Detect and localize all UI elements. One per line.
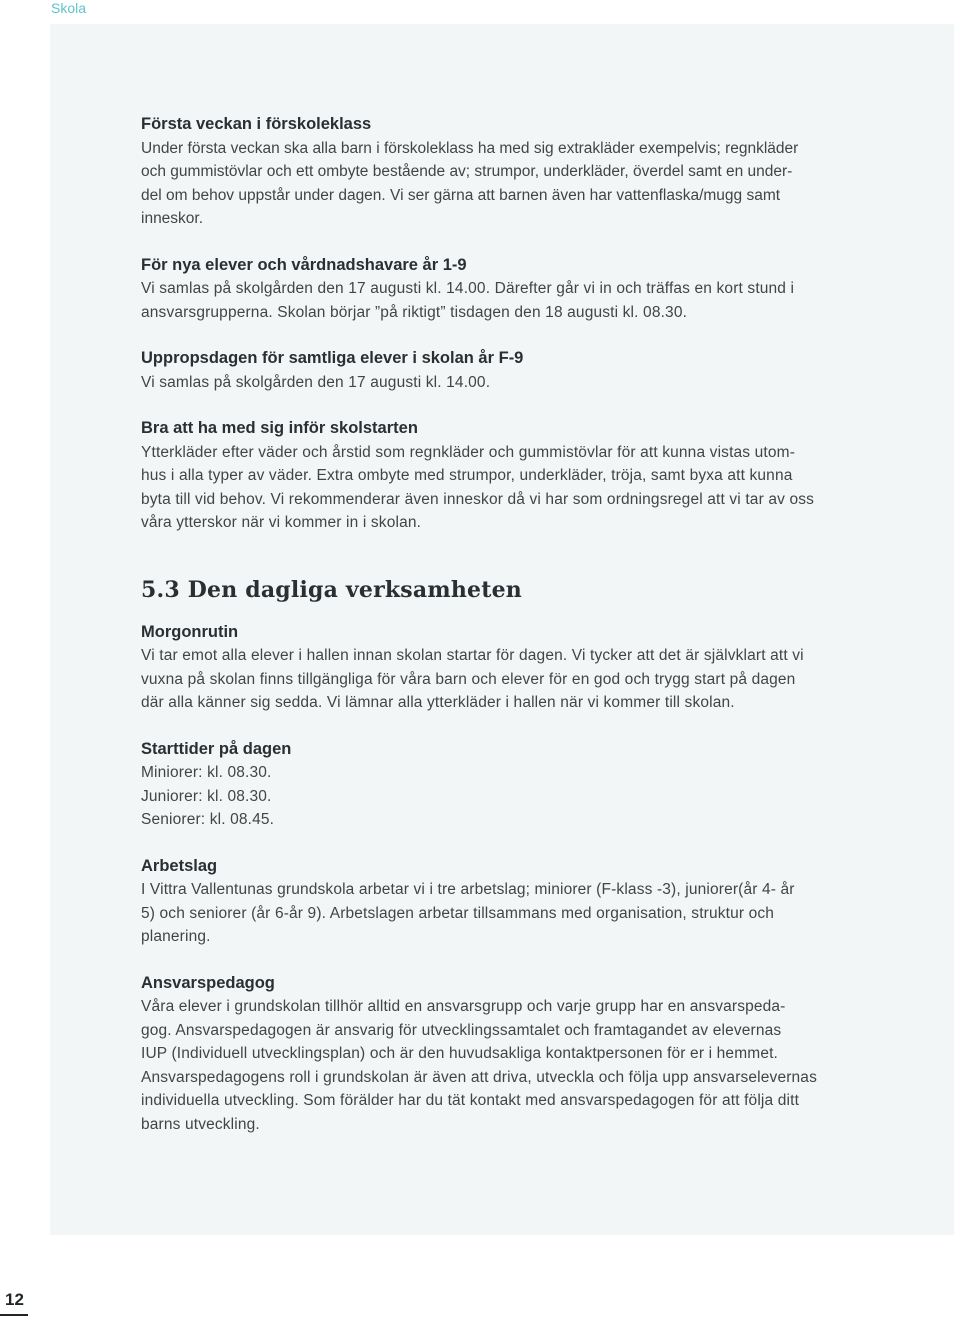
- paragraph-line: IUP (Individuell utvecklingsplan) och är den huvudsakliga kontaktpersonen för er i hemmet.: [141, 1045, 778, 1062]
- paragraph-line: Våra elever i grundskolan tillhör alltid en ansvarsgrupp och varje grupp har en ansvarspeda-: [141, 998, 786, 1015]
- block-morning-routine: [141, 621, 871, 715]
- paragraph-line: och gummistövlar och ett ombyte bestående av; strumpor, underkläder, överdel samt en under-: [141, 163, 793, 180]
- paragraph-line: inneskor.: [141, 210, 204, 227]
- block-new-students: [141, 254, 871, 325]
- paragraph-line: där alla känner sig sedda. Vi lämnar alla ytterkläder i hallen när vi kommer till skolan.: [141, 694, 735, 711]
- paragraph-line: individuella utveckling. Som förälder har du tät kontakt med ansvarspedagogen för att följa ditt: [141, 1092, 800, 1109]
- paragraph-line: 5) och seniorer (år 6-år 9). Arbetslagen arbetar tillsammans med organisation, struktur och: [141, 904, 775, 922]
- heading-what-to-bring: Bra att ha med sig inför skolstarten: [141, 419, 418, 437]
- paragraph-line: vuxna på skolan finns tillgängliga för våra barn och elever för en god och trygg start på dagen: [141, 670, 796, 688]
- start-time-seniorer: Seniorer: kl. 08.45.: [141, 811, 275, 828]
- start-time-miniorer: Miniorer: kl. 08.30.: [141, 764, 272, 781]
- paragraph-line: våra ytterskor när vi kommer in i skolan.: [141, 514, 422, 531]
- start-time-juniorer: Juniorer: kl. 08.30.: [141, 787, 272, 805]
- heading-roll-call-day: Uppropsdagen för samtliga elever i skolan år F-9: [141, 349, 524, 367]
- paragraph-line: Under första veckan ska alla barn i förskoleklass ha med sig extrakläder exempelvis; regnkläder: [141, 139, 799, 157]
- block-first-week: [141, 113, 871, 231]
- paragraph-line: planering.: [141, 928, 211, 945]
- block-what-to-bring: [141, 417, 871, 535]
- paragraph-line: Ytterkläder efter väder och årstid som regnkläder och gummistövlar för att kunna vistas utom-: [141, 443, 796, 461]
- paragraph-line: hus i alla typer av väder. Extra ombyte med strumpor, underkläder, tröja, samt byxa att kunna: [141, 467, 793, 484]
- paragraph-line: I Vittra Vallentunas grundskola arbetar vi i tre arbetslag; miniorer (F-klass -3), juniorer(år 4- år: [141, 881, 795, 898]
- paragraph-line: Ansvarspedagogens roll i grundskolan är även att driva, utveckla och följa upp ansvarselevernas: [141, 1068, 817, 1086]
- heading-start-times: Starttider på dagen: [141, 739, 292, 758]
- section-label: Skola: [51, 0, 87, 16]
- block-responsible-teacher: [141, 972, 871, 1137]
- block-start-times: [141, 738, 871, 832]
- chapter-title: 5.3 Den dagliga verksamheten: [141, 576, 522, 603]
- heading-responsible-teacher: Ansvarspedagog: [141, 973, 275, 992]
- page-content: [141, 113, 871, 1136]
- paragraph-line: barns utveckling.: [141, 1115, 260, 1133]
- heading-work-teams: Arbetslag: [141, 856, 218, 875]
- paragraph-line: Vi tar emot alla elever i hallen innan skolan startar för dagen. Vi tycker att det är självklart att vi: [141, 647, 804, 664]
- block-work-teams: [141, 855, 871, 949]
- paragraph-line: byta till vid behov. Vi rekommenderar även inneskor då vi har som ordningsregel att vi tar av oss: [141, 490, 815, 508]
- page-number: 12: [5, 1290, 24, 1309]
- heading-new-students: För nya elever och vårdnadshavare år 1-9: [141, 255, 467, 274]
- heading-morning-routine: Morgonrutin: [141, 622, 239, 641]
- paragraph-line: gog. Ansvarspedagogen är ansvarig för utvecklingssamtalet och framtagandet av elevernas: [141, 1021, 782, 1039]
- paragraph-line: Vi samlas på skolgården den 17 augusti kl. 14.00.: [141, 373, 491, 391]
- paragraph-line: Vi samlas på skolgården den 17 augusti kl. 14.00. Därefter går vi in och träffas en kort stund i: [141, 280, 795, 297]
- block-roll-call-day: [141, 347, 871, 394]
- paragraph-line: ansvarsgrupperna. Skolan börjar ”på riktigt” tisdagen den 18 augusti kl. 08.30.: [141, 303, 688, 321]
- paragraph-line: del om behov uppstår under dagen. Vi ser gärna att barnen även har vattenflaska/mugg samt: [141, 186, 781, 204]
- page-number-underline: [0, 1314, 28, 1316]
- heading-first-week: Första veckan i förskoleklass: [141, 115, 372, 133]
